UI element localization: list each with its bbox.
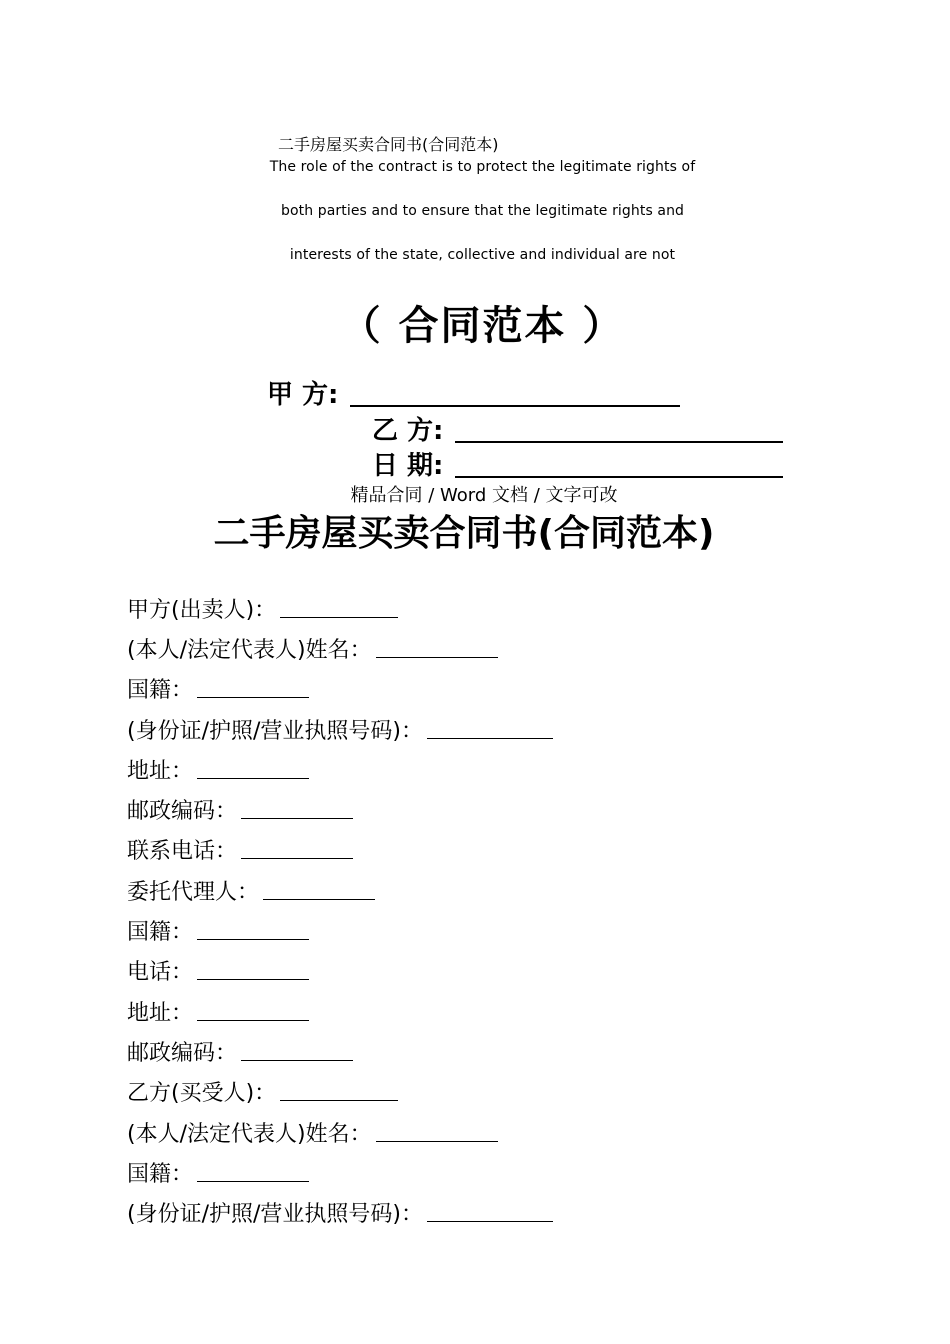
- field-agent-postcode: [127, 1031, 553, 1071]
- field-seller-postcode: [127, 789, 553, 829]
- field-blank-line[interactable]: [197, 760, 309, 779]
- field-seller-phone: [127, 830, 553, 870]
- party-a-label: 甲 方:: [267, 380, 339, 410]
- field-list: [127, 588, 553, 1233]
- field-label: (本人/法定代表人)姓名：: [127, 637, 372, 663]
- date-blank-line[interactable]: [455, 474, 783, 478]
- field-seller-address: [127, 749, 553, 789]
- contract-sample-label: （ 合同范本 ）: [340, 303, 625, 349]
- field-label: 联系电话：: [127, 839, 238, 865]
- field-blank-line[interactable]: [263, 881, 375, 900]
- field-blank-line[interactable]: [197, 1163, 309, 1182]
- field-blank-line[interactable]: [427, 720, 553, 739]
- field-agent: [127, 870, 553, 910]
- field-agent-address: [127, 991, 553, 1031]
- small-title: 二手房屋买卖合同书(合同范本): [278, 135, 499, 154]
- field-blank-line[interactable]: [197, 961, 309, 980]
- field-blank-line[interactable]: [280, 1082, 398, 1101]
- date-row: [372, 445, 783, 482]
- field-label: (身份证/护照/营业执照号码)：: [127, 718, 423, 744]
- party-a-blank-line[interactable]: [350, 403, 680, 407]
- field-buyer-nationality: [127, 1152, 553, 1192]
- field-label: (本人/法定代表人)姓名：: [127, 1121, 372, 1147]
- field-blank-line[interactable]: [280, 599, 398, 618]
- field-agent-nationality: [127, 910, 553, 950]
- field-label: 电话：: [127, 960, 194, 986]
- field-blank-line[interactable]: [427, 1203, 553, 1222]
- english-line-3: interests of the state, collective and individual are not: [289, 247, 676, 263]
- field-label: 委托代理人：: [127, 879, 260, 905]
- field-seller-nationality: [127, 669, 553, 709]
- field-label: 国籍：: [127, 678, 194, 704]
- field-buyer-name: [127, 1112, 553, 1152]
- field-blank-line[interactable]: [376, 1123, 498, 1142]
- field-blank-line[interactable]: [241, 800, 353, 819]
- english-line-2: both parties and to ensure that the legitimate rights and: [280, 203, 685, 219]
- field-label: 地址：: [127, 758, 194, 784]
- field-agent-phone: [127, 951, 553, 991]
- field-seller: [127, 588, 553, 628]
- field-label: 邮政编码：: [127, 1040, 238, 1066]
- field-blank-line[interactable]: [376, 639, 498, 658]
- field-buyer-id-number: [127, 1192, 553, 1232]
- field-blank-line[interactable]: [197, 921, 309, 940]
- field-blank-line[interactable]: [197, 679, 309, 698]
- field-blank-line[interactable]: [241, 840, 353, 859]
- field-blank-line[interactable]: [197, 1002, 309, 1021]
- party-a-row: [267, 374, 680, 411]
- field-label: (身份证/护照/营业执照号码)：: [127, 1202, 423, 1228]
- party-b-blank-line[interactable]: [455, 439, 783, 443]
- field-label: 国籍：: [127, 920, 194, 946]
- field-buyer: [127, 1072, 553, 1112]
- field-label: 乙方(买受人)：: [127, 1081, 277, 1107]
- english-line-1: The role of the contract is to protect the legitimate rights of: [269, 159, 696, 175]
- field-label: 地址：: [127, 1000, 194, 1026]
- main-title: 二手房屋买卖合同书(合同范本): [213, 513, 715, 554]
- date-label: 日 期:: [372, 451, 444, 481]
- field-label: 甲方(出卖人)：: [127, 597, 277, 623]
- field-label: 邮政编码：: [127, 799, 238, 825]
- field-blank-line[interactable]: [241, 1042, 353, 1061]
- field-seller-id-number: [127, 709, 553, 749]
- party-b-label: 乙 方:: [372, 416, 444, 446]
- party-b-row: [372, 410, 783, 447]
- field-seller-name: [127, 628, 553, 668]
- tagline: 精品合同 / Word 文档 / 文字可改: [350, 485, 618, 506]
- field-label: 国籍：: [127, 1161, 194, 1187]
